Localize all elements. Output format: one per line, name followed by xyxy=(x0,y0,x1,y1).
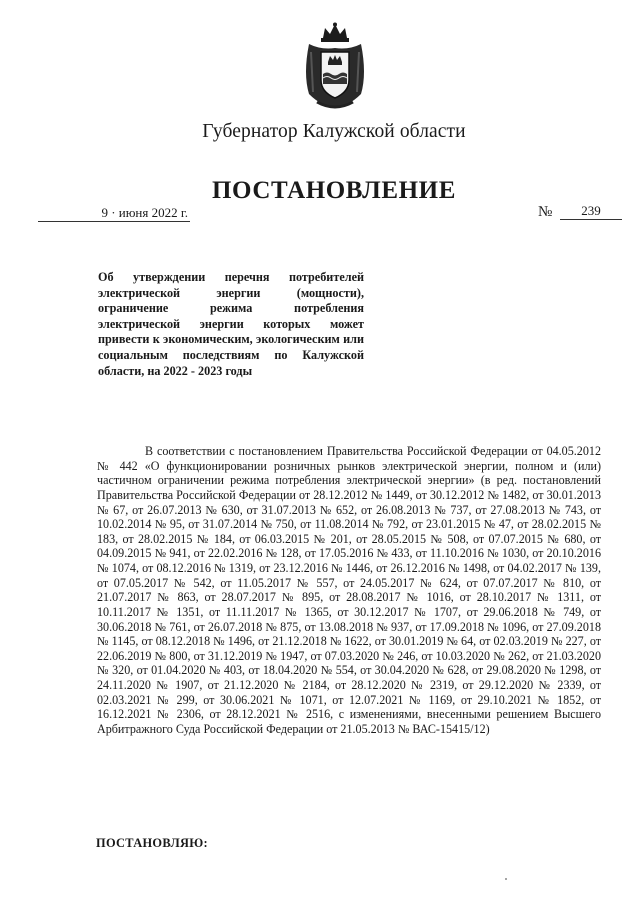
document-number xyxy=(538,202,622,221)
document-type: ПОСТАНОВЛЕНИЕ xyxy=(211,177,457,204)
preamble-paragraph: В соответствии с постановлением Правительства Российской Федерации от 04.05.2012 № 442 «О функционировании розничных рынков электрической энергии, полном и (или) частичном ограничении режима потребления электрической энергии» (в ред. постановлений Правительства Российской Федерации от 28.12.2012 № 1449, от 30.12.2012 № 1482, от 30.01.2013 № 67, от 26.07.2013 № 630, от 31.07.2013 № 652, от 26.08.2013 № 737, от 27.08.2013 № 743, от 10.02.2014 № 95, от 31.07.2014 № 750, от 11.08.2014 № 792, от 23.01.2015 № 47, от 28.02.2015 № 183, от 28.02.2015 № 184, от 06.03.2015 № 201, от 28.05.2015 № 508, от 07.07.2015 № 680, от 04.09.2015 № 941, от 22.02.2016 № 128, от 17.05.2016 № 433, от 11.10.2016 № 1030, от 20.10.2016 № 1074, от 08.12.2016 № 1319, от 23.12.2016 № 1446, от 26.12.2016 № 1498, от 04.02.2017 № 139, от 07.05.2017 № 542, от 11.05.2017 № 557, от 24.05.2017 № 624, от 07.07.2017 № 810, от 21.07.2017 № 863, от 28.07.2017 № 895, от 28.08.2017 № 1016, от 28.10.2017 № 1311, от 10.11.2017 № 1351, от 11.11.2017 № 1365, от 30.12.2017 № 1707, от 29.06.2018 № 749, от 30.06.2018 № 761, от 26.07.2018 № 875, от 13.08.2018 № 937, от 17.09.2018 № 1096, от 27.09.2018 № 1145, от 08.12.2018 № 1496, от 21.12.2018 № 1622, от 30.01.2019 № 64, от 02.03.2019 № 227, от 22.06.2019 № 800, от 31.12.2019 № 1947, от 07.03.2020 № 246, от 10.03.2020 № 262, от 21.03.2020 № 320, от 01.04.2020 № 403, от 18.04.2020 № 554, от 30.04.2020 № 628, от 29.08.2020 № 1298, от 24.11.2020 № 1907, от 21.12.2020 № 2184, от 28.12.2020 № 2319, от 29.12.2020 № 2339, от 02.03.2021 № 299, от 30.06.2021 № 1071, от 12.07.2021 № 1169, от 29.10.2021 № 1852, от 16.12.2021 № 2306, от 28.12.2021 № 2516, с изменениями, внесенными решением Высшего Арбитражного Суда Российской Федерации от 21.05.2013 № ВАС-15415/12) xyxy=(97,444,601,736)
coat-of-arms-icon xyxy=(299,22,371,110)
authority-name: Губернатор Калужской области xyxy=(202,121,466,142)
scan-speck xyxy=(505,878,507,880)
number-value: 239 xyxy=(560,202,622,220)
decree-heading: ПОСТАНОВЛЯЮ: xyxy=(96,836,208,850)
document-title: Об утверждении перечня потребителей электрической энергии (мощности), ограничение режима потребления электрической энергии которых может привести к экономическим, экологическим или социальным последствиям по Калужской области, на 2022 - 2023 годы xyxy=(98,270,364,378)
number-sign: № xyxy=(538,204,553,220)
document-date: 9 · июня 2022 г. xyxy=(38,204,190,222)
